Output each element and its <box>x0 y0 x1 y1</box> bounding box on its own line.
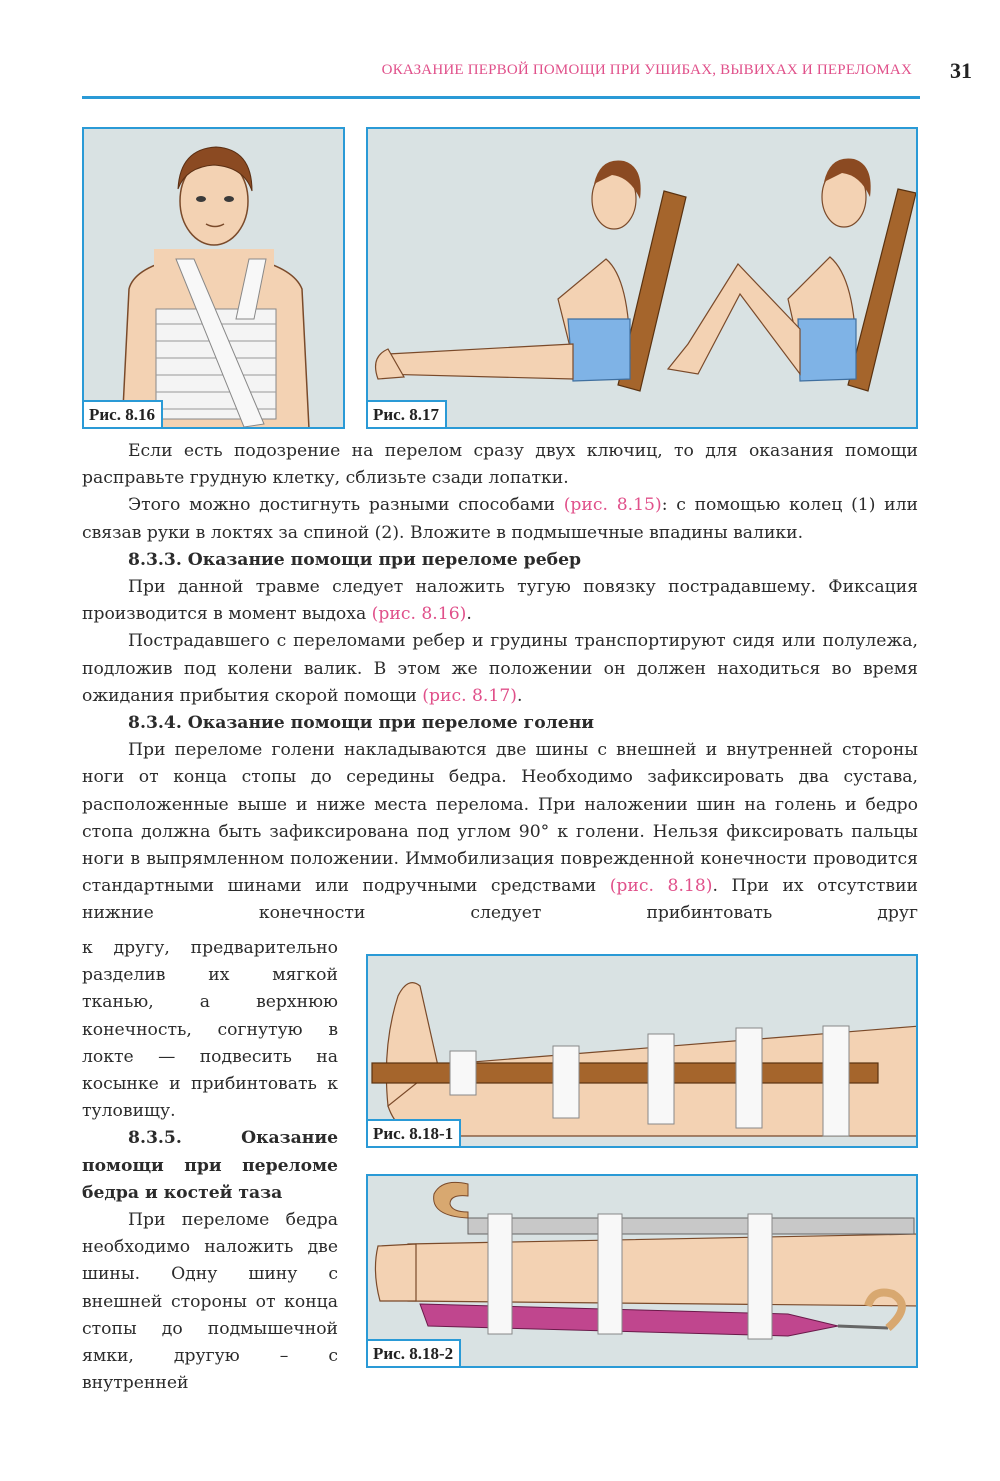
paragraph: Если есть подозрение на перелом сразу двух ключиц, то для оказания помощи расправьте грудную клетку, сблизьте сзади лопатки. <box>82 441 918 489</box>
figure-reference[interactable]: (рис. 8.18) <box>609 876 713 897</box>
figure-8-16 <box>82 127 345 429</box>
running-title: ОКАЗАНИЕ ПЕРВОЙ ПОМОЩИ ПРИ УШИБАХ, ВЫВИХАХ И ПЕРЕЛОМАХ <box>381 62 912 78</box>
figure-caption: Рис. 8.16 <box>84 400 163 427</box>
page-header <box>82 58 972 98</box>
paragraph: к другу, предварительно разделив их мягкой тканью, а верхнюю конечность, согнутую в локте — подвесить на косынке и прибинтовать к туловищу. <box>82 938 338 1122</box>
paragraph: Этого можно достигнуть разными способами (рис. 8.15): с помощью колец (1) или связав руки в локтях за спиной (2). Вложите в подмышечные впадины валики. <box>82 495 918 543</box>
header-rule <box>82 96 920 99</box>
section-heading: 8.3.3. Оказание помощи при переломе ребер <box>128 549 582 570</box>
paragraph: Пострадавшего с переломами ребер и грудины транспортируют сидя или полулежа, подложив под колени валик. В этом же положении он должен находиться во время ожидания прибытия скорой помощи (рис. 8.17). <box>82 631 918 706</box>
figure-caption: Рис. 8.18-2 <box>368 1339 461 1366</box>
figure-8-18-2 <box>366 1174 918 1368</box>
section-heading: 8.3.4. Оказание помощи при переломе голени <box>128 713 595 734</box>
figure-caption: Рис. 8.18-1 <box>368 1119 461 1146</box>
illustration-sitting-transport <box>368 129 918 429</box>
main-text <box>82 438 918 928</box>
figure-reference[interactable]: (рис. 8.17) <box>422 685 517 706</box>
paragraph: При переломе бедра необходимо наложить две шины. Одну шину с внешней стороны от конца стопы до подмышечной ямки, другую – с внутренней <box>82 1210 338 1394</box>
figure-reference[interactable]: (рис. 8.16) <box>371 604 467 625</box>
section-heading: 8.3.5. Оказание помощи при переломе бедра и костей таза <box>82 1128 338 1203</box>
side-column-text <box>82 935 338 1397</box>
page-number: 31 <box>950 58 972 83</box>
figure-caption: Рис. 8.17 <box>368 400 447 427</box>
illustration-chest-bandage <box>84 129 345 429</box>
figure-8-17 <box>366 127 918 429</box>
figure-reference[interactable]: (рис. 8.15) <box>563 495 662 516</box>
paragraph: При переломе голени накладываются две шины с внешней и внутренней стороны ноги от конца стопы до середины бедра. Необходимо зафиксировать два сустава, расположенные выше и ниже места перелома. При наложении шин на голень и бедро стопа должна быть зафиксирована под углом 90° к голени. Нельзя фиксировать пальцы ноги в выпрямленном положении. Иммобилизация поврежденной конечности проводится стандартными шинами или подручными средствами (рис. 8.18). При их отсутствии нижние конечности следует прибинтовать друг <box>82 740 918 924</box>
figure-8-18-1 <box>366 954 918 1148</box>
paragraph: При данной травме следует наложить тугую повязку пострадавшему. Фиксация производится в момент выдоха (рис. 8.16). <box>82 577 918 625</box>
